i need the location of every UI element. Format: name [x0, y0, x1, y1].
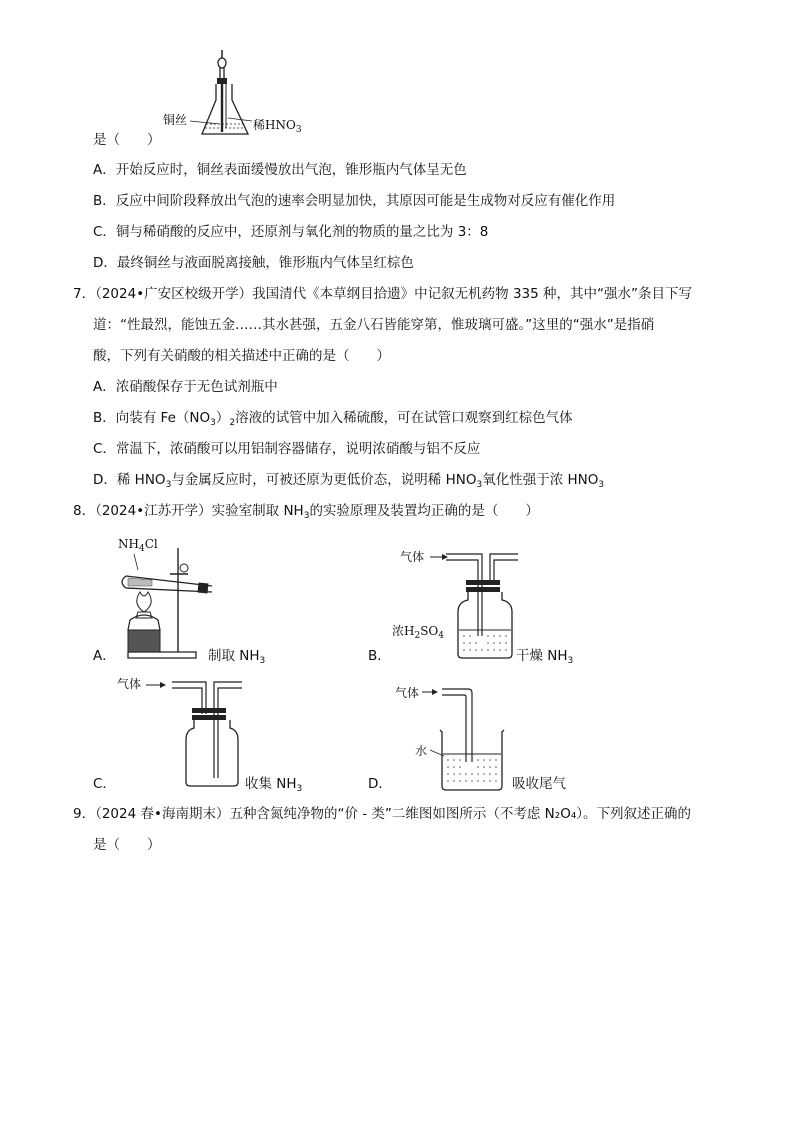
q6-option-b: B．反应中间阶段释放出气泡的速率会明显加快，其原因可能是生成物对反应有催化作用 [93, 193, 616, 209]
fig-a-reagent-label: $NH_4Cl$ [118, 537, 158, 554]
q7-stem-line2: 道：“性最烈，能蚀五金……其水甚强，五金八石皆能穿第，惟玻璃可盛。”这里的“强水”是指硝 [93, 317, 655, 333]
fig-d-caption: 吸收尾气 [512, 776, 566, 792]
fig-b-letter: B． [368, 648, 391, 664]
fig-d-gas-label: 气体 [395, 686, 420, 700]
q7-option-c: C．常温下，浓硝酸可以用铝制容器储存，说明浓硝酸与铝不反应 [93, 441, 481, 457]
q7-option-b: B．向装有 $Fe(NO_3)_2$溶液的试管中加入稀硫酸，可在试管口观察到红棕色气体 [93, 410, 573, 428]
q7-stem-line3: 酸，下列有关硝酸的相关描述中正确的是（ ） [93, 348, 390, 364]
q6-option-a: A．开始反应时，铜丝表面缓慢放出气泡，锥形瓶内气体呈无色 [93, 162, 467, 178]
q6-option-d: D．最终铜丝与液面脱离接触，锥形瓶内气体呈红棕色 [93, 255, 414, 271]
fig-b-acid-label: 浓$H_2SO_4$ [392, 624, 444, 641]
q7-stem-line1: 7．（2024•广安区校级开学）我国清代《本草纲目拾遗》中记叙无机药物 335 种，其中“强水”条目下写 [73, 286, 692, 302]
copper-wire-label: 铜丝 [163, 113, 188, 127]
fig-c-caption: 收集 $NH_3$ [245, 776, 303, 794]
q7-option-d: D．稀 $HNO_3$与金属反应时，可被还原为更低价态，说明稀 $HNO_3$氧化性强于浓 $HNO_3$ [93, 472, 605, 490]
fig-b-caption: 干燥 $NH_3$ [516, 648, 574, 666]
fig-c-letter: C． [93, 776, 116, 792]
q7-option-a: A．浓硝酸保存于无色试剂瓶中 [93, 379, 278, 395]
q6-stem-tail: 是（ ） [93, 132, 161, 148]
fig-d-absorption-beaker [420, 684, 520, 794]
fig-b-gas-label: 气体 [400, 550, 425, 564]
fig-b-drying-bottle [430, 550, 530, 662]
fig-c-collection-bottle [146, 678, 256, 790]
q8-stem: 8．（2024•江苏开学）实验室制取 $NH_3$的实验原理及装置均正确的是（ ） [73, 503, 539, 521]
fig-a-caption: 制取 $NH_3$ [208, 648, 266, 666]
q9-stem-line1: 9．（2024 春•海南期末）五种含氮纯净物的“价 - 类”二维图如图所示（不考虑 N₂O₄）。下列叙述正确的 [73, 806, 691, 822]
q9-stem-line2: 是（ ） [93, 837, 161, 853]
fig-a-letter: A． [93, 648, 116, 664]
fig-d-water-label: 水 [415, 744, 428, 758]
fig-c-gas-label: 气体 [117, 677, 142, 691]
dilute-nitric-label: 稀$HNO_3$ [253, 118, 302, 135]
q6-option-c: C．铜与稀硝酸的反应中，还原剂与氧化剂的物质的量之比为 3：8 [93, 224, 489, 240]
fig-a-heating-apparatus [112, 548, 222, 660]
fig-d-letter: D． [368, 776, 392, 792]
